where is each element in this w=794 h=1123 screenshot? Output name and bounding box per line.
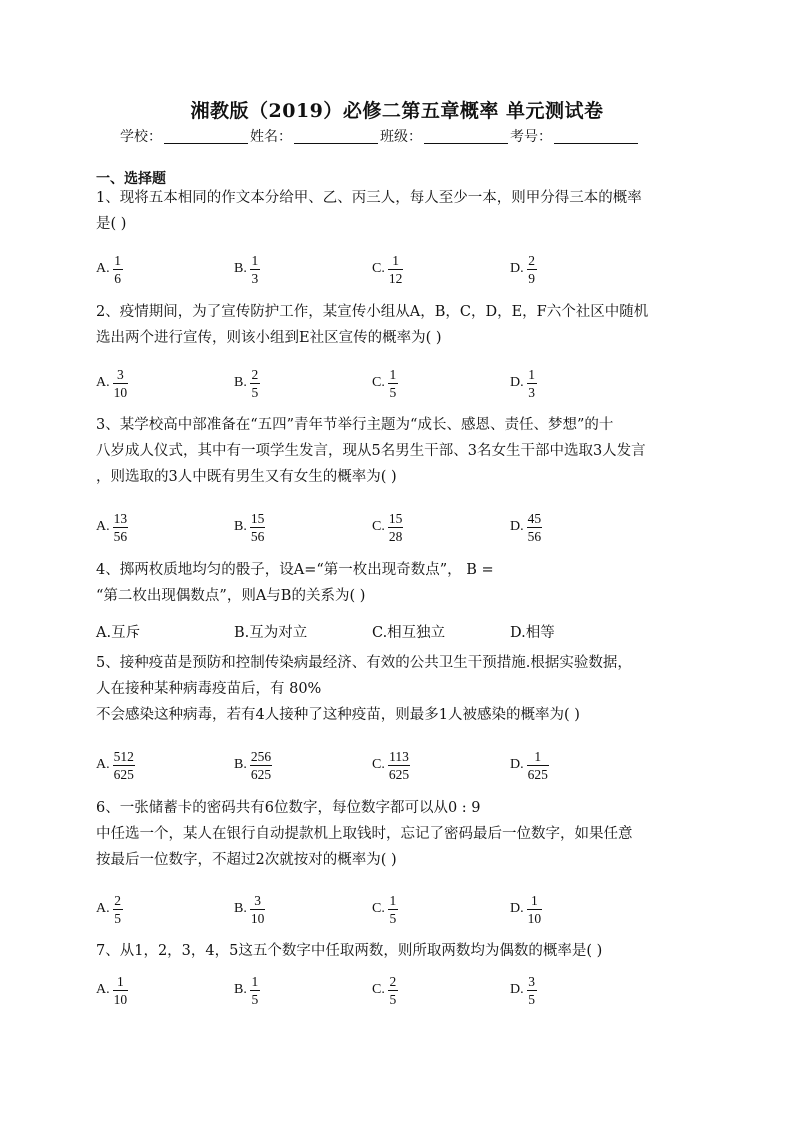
option-letter: B.	[234, 757, 247, 772]
option-letter: C.	[372, 982, 385, 997]
option-a[interactable]	[96, 361, 128, 405]
denominator: 28	[388, 528, 403, 544]
numerator: 1	[534, 748, 542, 764]
option-d[interactable]	[510, 361, 537, 405]
denominator: 56	[113, 528, 128, 544]
numerator: 1	[251, 252, 259, 268]
numerator: 2	[251, 366, 259, 382]
option-c[interactable]	[372, 743, 410, 787]
numerator: 1	[392, 252, 399, 268]
question-6-options	[96, 887, 706, 931]
fraction	[113, 748, 135, 783]
denominator: 5	[251, 991, 259, 1007]
school-blank[interactable]	[164, 129, 248, 144]
numerator: 15	[250, 510, 265, 526]
fraction	[250, 973, 260, 1008]
option-d[interactable]	[510, 743, 549, 787]
numerator: 13	[113, 510, 128, 526]
option-letter: D.	[510, 261, 524, 276]
fraction	[388, 748, 410, 783]
fraction	[250, 366, 260, 401]
question-5-options	[96, 743, 706, 787]
option-d[interactable]	[510, 505, 542, 549]
question-3	[96, 412, 706, 490]
denominator: 56	[527, 528, 542, 544]
student-info-row	[120, 126, 640, 146]
option-letter: C.	[372, 261, 385, 276]
numerator: 1	[251, 973, 259, 989]
option-letter: D.	[510, 519, 524, 534]
option-letter: B.	[234, 375, 247, 390]
question-line: 6、一张储蓄卡的密码共有6位数字，每位数字都可以从0 : 9	[96, 800, 481, 816]
numerator: 3	[254, 892, 261, 908]
fraction	[527, 252, 537, 287]
denominator: 10	[113, 384, 128, 400]
question-3-options	[96, 505, 706, 549]
question-line: 人在接种某种病毒疫苗后，有 80%	[96, 681, 322, 697]
question-1-options	[96, 247, 706, 291]
option-b[interactable]	[234, 887, 265, 931]
question-7	[96, 938, 706, 964]
fraction	[113, 892, 123, 927]
question-line: 选出两个进行宣传，则该小组到E社区宣传的概率为( )	[96, 330, 442, 346]
numerator: 15	[388, 510, 403, 526]
question-line: 是( )	[96, 216, 127, 232]
option-letter: B.	[234, 901, 247, 916]
section-heading: 一、选择题	[96, 171, 166, 187]
option-d[interactable]	[510, 887, 542, 931]
question-line: 按最后一位数字，不超过2次就按对的概率为( )	[96, 852, 397, 868]
question-2	[96, 299, 706, 351]
fraction	[388, 252, 404, 287]
class-blank[interactable]	[424, 129, 508, 144]
denominator: 5	[528, 991, 535, 1007]
fraction	[388, 510, 404, 545]
denominator: 5	[251, 384, 259, 400]
denominator: 10	[527, 910, 542, 926]
denominator: 10	[113, 991, 128, 1007]
question-line: 3、某学校高中部准备在“五四”青年节举行主题为“成长、感恩、责任、梦想”的十	[96, 417, 614, 433]
option-c[interactable]	[372, 247, 403, 291]
option-letter: D.	[510, 901, 524, 916]
numerator: 1	[117, 973, 124, 989]
option-letter: D.	[510, 982, 524, 997]
option-letter: A.	[96, 982, 110, 997]
option-letter: A.	[96, 519, 110, 534]
fraction	[113, 510, 129, 545]
question-line: 2、疫情期间，为了宣传防护工作，某宣传小组从A，B，C，D，E，F六个社区中随机	[96, 304, 649, 320]
numerator: 113	[389, 748, 409, 764]
option-c[interactable]	[372, 505, 403, 549]
question-1	[96, 185, 706, 237]
option-letter: D.	[510, 375, 524, 390]
numerator: 3	[117, 366, 124, 382]
numerator: 1	[114, 252, 121, 268]
option-b[interactable]	[234, 361, 260, 405]
fraction	[527, 366, 537, 401]
numerator: 256	[250, 748, 272, 764]
fraction	[527, 973, 537, 1008]
question-line: 1、现将五本相同的作文本分给甲、乙、丙三人，每人至少一本，则甲分得三本的概率	[96, 190, 642, 206]
numerator: 2	[528, 252, 535, 268]
denominator: 3	[251, 270, 259, 286]
fraction	[388, 892, 398, 927]
question-5	[96, 650, 706, 728]
question-2-options	[96, 361, 706, 405]
name-blank[interactable]	[294, 129, 378, 144]
fraction	[113, 973, 129, 1008]
option-letter: A.	[96, 901, 110, 916]
fraction	[527, 892, 543, 927]
denominator: 10	[250, 910, 265, 926]
option-a[interactable]	[96, 247, 123, 291]
fraction	[113, 252, 123, 287]
numerator: 45	[527, 510, 542, 526]
option-letter: B.	[234, 261, 247, 276]
denominator: 625	[527, 766, 548, 782]
fraction	[388, 366, 398, 401]
denominator: 12	[388, 270, 403, 286]
option-b[interactable]: B.互为对立	[234, 624, 308, 641]
option-letter: A.	[96, 375, 110, 390]
numerator: 1	[389, 366, 397, 382]
option-letter: A.	[96, 261, 110, 276]
fraction	[527, 748, 549, 783]
option-letter: C.	[372, 375, 385, 390]
option-c[interactable]: C.相互独立	[372, 624, 446, 641]
fraction	[527, 510, 543, 545]
question-line: 不会感染这种病毒，若有4人接种了这种疫苗，则最多1人被感染的概率为( )	[96, 707, 580, 723]
numerator: 3	[528, 973, 535, 989]
denominator: 5	[389, 991, 397, 1007]
question-line: 7、从1，2，3，4，5这五个数字中任取两数，则所取两数均为偶数的概率是( )	[96, 943, 603, 959]
option-a[interactable]	[96, 887, 123, 931]
question-line: 5、接种疫苗是预防和控制传染病最经济、有效的公共卫生干预措施.根据实验数据，	[96, 655, 632, 671]
option-letter: C.	[372, 519, 385, 534]
fraction	[250, 252, 260, 287]
option-letter: B.	[234, 982, 247, 997]
option-b[interactable]	[234, 505, 265, 549]
numerator: 1	[528, 366, 535, 382]
numerator: 1	[531, 892, 538, 908]
option-a[interactable]: A.互斥	[96, 624, 141, 641]
question-line: 中任选一个，某人在银行自动提款机上取钱时，忘记了密码最后一位数字，如果任意	[96, 826, 633, 842]
option-d[interactable]	[510, 247, 537, 291]
fraction	[113, 366, 129, 401]
denominator: 625	[250, 766, 272, 782]
option-letter: B.	[234, 519, 247, 534]
option-letter: D.	[510, 757, 524, 772]
denominator: 56	[250, 528, 265, 544]
school-label: 学校：	[120, 129, 162, 145]
denominator: 3	[528, 384, 535, 400]
denominator: 625	[113, 766, 134, 782]
exam-number-label: 考号：	[510, 129, 552, 145]
numerator: 512	[113, 748, 134, 764]
option-b[interactable]	[234, 968, 260, 1012]
question-line: 八岁成人仪式，其中有一项学生发言，现从5名男生干部、3名女生干部中选取3人发言	[96, 443, 646, 459]
option-letter: C.	[372, 757, 385, 772]
name-label: 姓名：	[250, 129, 292, 145]
page-title: 湘教版（2019）必修二第五章概率 单元测试卷	[190, 100, 604, 122]
question-4	[96, 557, 706, 609]
option-c[interactable]	[372, 361, 398, 405]
exam-number-blank[interactable]	[554, 129, 638, 144]
denominator: 9	[528, 270, 535, 286]
denominator: 5	[389, 910, 397, 926]
class-label: 班级：	[380, 129, 422, 145]
option-b[interactable]	[234, 247, 260, 291]
numerator: 2	[114, 892, 121, 908]
question-7-options	[96, 968, 706, 1012]
denominator: 6	[114, 270, 121, 286]
numerator: 1	[389, 892, 397, 908]
option-letter: C.	[372, 901, 385, 916]
question-line: “第二枚出现偶数点”，则A与B的关系为( )	[96, 588, 366, 604]
denominator: 5	[114, 910, 121, 926]
option-a[interactable]	[96, 968, 128, 1012]
option-c[interactable]	[372, 968, 398, 1012]
numerator: 2	[389, 973, 397, 989]
fraction	[250, 892, 266, 927]
question-6	[96, 795, 706, 873]
question-4-options	[96, 616, 706, 646]
option-letter: A.	[96, 757, 110, 772]
fraction	[388, 973, 398, 1008]
option-b[interactable]	[234, 743, 272, 787]
question-line: ，则选取的3人中既有男生又有女生的概率为( )	[96, 469, 397, 485]
option-a[interactable]	[96, 743, 135, 787]
option-d[interactable]: D.相等	[510, 624, 555, 641]
fraction	[250, 510, 266, 545]
fraction	[250, 748, 272, 783]
option-a[interactable]	[96, 505, 128, 549]
option-d[interactable]	[510, 968, 537, 1012]
option-c[interactable]	[372, 887, 398, 931]
question-line: 4、掷两枚质地均匀的骰子，设A=“第一枚出现奇数点”， B =	[96, 562, 494, 578]
denominator: 5	[389, 384, 397, 400]
denominator: 625	[388, 766, 410, 782]
